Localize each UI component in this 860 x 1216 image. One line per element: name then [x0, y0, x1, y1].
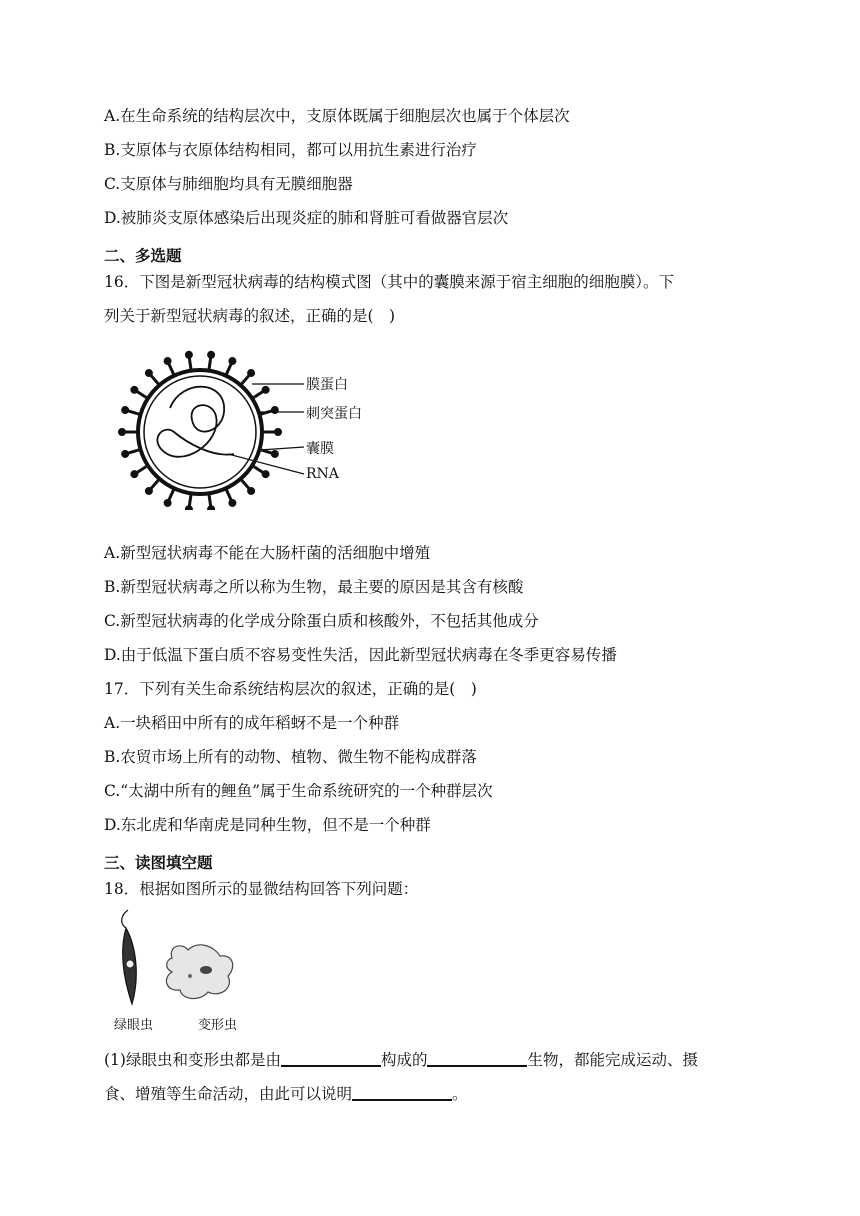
spike-head	[145, 369, 153, 377]
spike-head	[262, 470, 270, 478]
q16-stem-line2: 列关于新型冠状病毒的叙述，正确的是( )	[104, 307, 396, 325]
microorganism-figure	[110, 906, 270, 1034]
q18-sub1-text-e: 。	[452, 1085, 468, 1103]
spike-stalk	[189, 493, 191, 507]
q16-stem-line1: 16．下图是新型冠状病毒的结构模式图（其中的囊膜来源于宿主细胞的细胞膜）。下	[104, 273, 674, 291]
spike-head	[274, 428, 282, 436]
amoeba-body	[166, 945, 232, 999]
q18-sub1-line1	[104, 1048, 698, 1070]
q18-sub1-text-c: 生物，都能完成运动、摄	[527, 1051, 698, 1069]
q17-option-a: A.一块稻田中所有的成年稻蚜不是一个种群	[104, 714, 400, 732]
q18-sub1-text-a: (1)绿眼虫和变形虫都是由	[104, 1051, 281, 1069]
label-envelope: 囊膜	[306, 441, 334, 457]
answer-blank-3[interactable]	[352, 1085, 452, 1101]
spike-stalk	[150, 479, 159, 490]
coronavirus-diagram	[112, 350, 392, 510]
spike-stalk	[252, 391, 264, 399]
envelope-outer-ring	[138, 370, 262, 494]
spike-head	[118, 428, 126, 436]
spike-stalk	[226, 363, 232, 376]
spike-head	[271, 450, 279, 458]
spike-stalk	[209, 357, 211, 371]
spike-stalk	[168, 363, 174, 376]
spike-head	[228, 357, 236, 365]
q16-option-d: D.由于低温下蛋白质不容易变性失活，因此新型冠状病毒在冬季更容易传播	[104, 646, 617, 664]
label-membrane-protein: 膜蛋白	[306, 377, 348, 393]
q15-option-b: B.支原体与衣原体结构相同，都可以用抗生素进行治疗	[104, 141, 477, 159]
q16-option-c: C.新型冠状病毒的化学成分除蛋白质和核酸外，不包括其他成分	[104, 612, 539, 630]
euglena-flagellum	[122, 910, 128, 928]
q15-option-c: C.支原体与肺细胞均具有无膜细胞器	[104, 175, 353, 193]
label-amoeba: 变形虫	[198, 1018, 238, 1033]
spike-stalk	[168, 488, 174, 501]
coronavirus-structure-figure	[112, 350, 392, 510]
spike-head	[185, 505, 193, 510]
section-heading-diagram-fill: 三、读图填空题	[104, 854, 213, 872]
spike-head	[130, 386, 138, 394]
q18-sub1-text-b: 构成的	[380, 1051, 428, 1069]
q15-option-d: D.被肺炎支原体感染后出现炎症的肺和肾脏可看做器官层次	[104, 209, 509, 227]
spike-stalk	[252, 466, 264, 474]
q17-option-c: C.“太湖中所有的鲤鱼”属于生命系统研究的一个种群层次	[104, 782, 493, 800]
spike-head	[271, 406, 279, 414]
spike-head	[130, 470, 138, 478]
spike-head	[207, 505, 215, 510]
spike-stalk	[127, 449, 140, 453]
q16-option-b: B.新型冠状病毒之所以称为生物，最主要的原因是其含有核酸	[104, 578, 524, 596]
q17-option-b: B.农贸市场上所有的动物、植物、微生物不能构成群落	[104, 748, 477, 766]
q18-sub1-line2	[104, 1082, 468, 1104]
q16-option-a: A.新型冠状病毒不能在大肠杆菌的活细胞中增殖	[104, 544, 431, 562]
spike-head	[262, 386, 270, 394]
label-spike-protein: 刺突蛋白	[306, 406, 362, 422]
spike-head	[247, 487, 255, 495]
answer-blank-2[interactable]	[427, 1051, 527, 1067]
spike-stalk	[189, 357, 191, 371]
answer-blank-1[interactable]	[281, 1051, 381, 1067]
spike-head	[164, 357, 172, 365]
q17-option-d: D.东北虎和华南虎是同种生物，但不是一个种群	[104, 816, 431, 834]
label-rna: RNA	[306, 466, 339, 482]
spike-head	[247, 369, 255, 377]
spike-stalk	[241, 375, 250, 386]
spike-head	[228, 499, 236, 507]
euglena-nucleus	[126, 960, 134, 968]
q17-stem: 17．下列有关生命系统结构层次的叙述，正确的是( )	[104, 680, 477, 698]
amoeba-vacuole	[188, 974, 192, 978]
spike-head	[121, 406, 129, 414]
amoeba-nucleus	[200, 966, 212, 974]
q18-sub1-text-d: 食、增殖等生命活动，由此可以说明	[104, 1085, 353, 1103]
spike-head	[145, 487, 153, 495]
spike-stalk	[150, 375, 159, 386]
label-euglena: 绿眼虫	[114, 1018, 154, 1033]
spike-stalk	[209, 493, 211, 507]
spike-head	[207, 351, 215, 359]
spike-stalk	[226, 488, 232, 501]
spike-head	[185, 351, 193, 359]
section-heading-multiple-choice: 二、多选题	[104, 247, 182, 265]
spike-head	[121, 450, 129, 458]
spike-stalk	[241, 479, 250, 490]
spike-stalk	[127, 411, 140, 415]
spike-stalk	[136, 466, 148, 474]
spike-stalk	[136, 391, 148, 399]
q18-stem: 18．根据如图所示的显微结构回答下列问题：	[104, 880, 419, 898]
spike-head	[164, 499, 172, 507]
leader-line-envelope	[260, 447, 304, 450]
q15-option-a: A.在生命系统的结构层次中，支原体既属于细胞层次也属于个体层次	[104, 107, 570, 125]
